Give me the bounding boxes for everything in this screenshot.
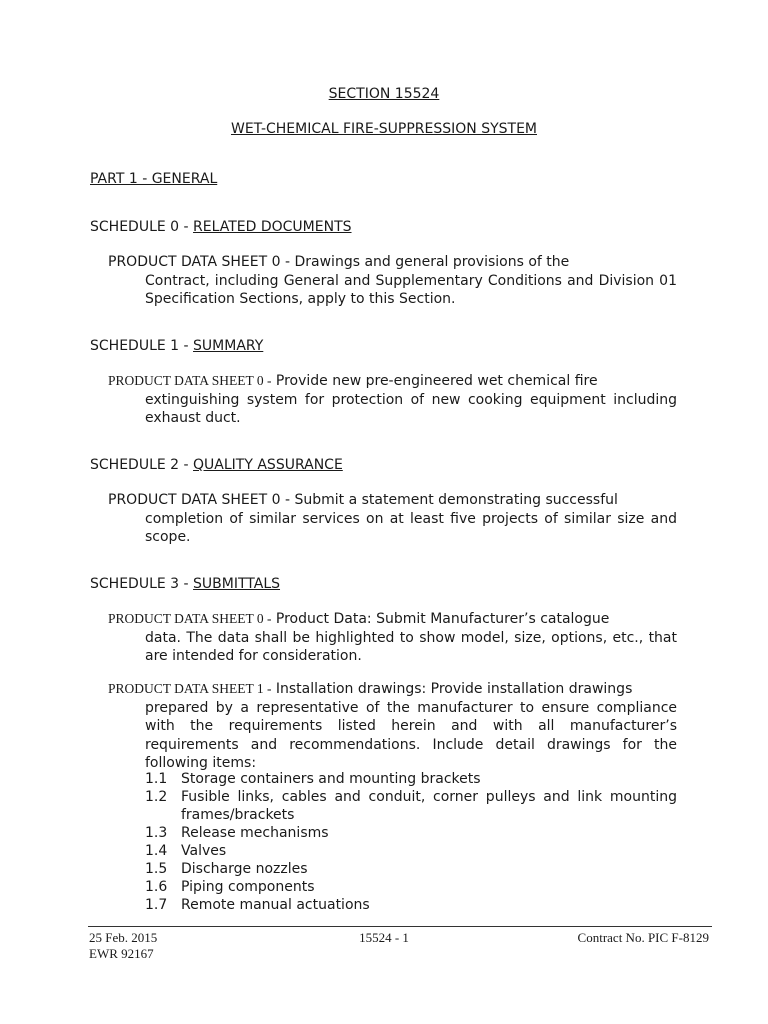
list-item: 1.7 Remote manual actuations: [145, 897, 370, 913]
footer-date: 25 Feb. 2015: [89, 930, 158, 945]
system-title: WET-CHEMICAL FIRE-SUPPRESSION SYSTEM: [230, 121, 537, 137]
paragraph: [108, 372, 677, 428]
paragraph-text: prepared by a representative of the manufacturer to ensure compliance with the requirements listed herein and with all manufacturer’s requirements and recommendations. Include detail drawings for the following items:: [145, 699, 677, 771]
paragraph-label: PRODUCT DATA SHEET 0 -: [108, 254, 291, 270]
paragraph-text: completion of similar services on at least five projects of similar size and scope.: [145, 510, 677, 545]
paragraph-text: Installation drawings: Provide installation drawings: [275, 681, 633, 697]
paragraph-label: PRODUCT DATA SHEET 1 -: [108, 681, 272, 696]
footer-rule: [88, 926, 712, 927]
schedule-heading: SCHEDULE 0 - RELATED DOCUMENTS: [90, 219, 352, 235]
paragraph: [108, 491, 677, 547]
list-item: 1.4 Valves: [145, 843, 227, 859]
footer-page-number: 15524 - 1: [359, 930, 409, 945]
paragraph: [108, 680, 677, 773]
list-item: 1.6 Piping components: [145, 879, 315, 895]
paragraph-text: Product Data: Submit Manufacturer’s catalogue: [275, 611, 610, 627]
list-item: 1.1 Storage containers and mounting brackets: [145, 771, 481, 787]
paragraph: [108, 610, 677, 666]
paragraph-text: Contract, including General and Supplementary Conditions and Division 01 Specification Sections, apply to this Section.: [145, 272, 677, 307]
paragraph-text: Submit a statement demonstrating successful: [294, 492, 618, 508]
paragraph-label: PRODUCT DATA SHEET 0 -: [108, 373, 272, 388]
schedule-heading: SCHEDULE 3 - SUBMITTALS: [90, 576, 281, 592]
paragraph-text: data. The data shall be highlighted to show model, size, options, etc., that are intended for consideration.: [145, 629, 677, 664]
footer-contract: Contract No. PIC F-8129: [577, 930, 709, 945]
paragraph-text: extinguishing system for protection of new cooking equipment including exhaust duct.: [145, 391, 677, 426]
schedule-heading: SCHEDULE 1 - SUMMARY: [90, 338, 264, 354]
section-title: SECTION 15524: [328, 86, 440, 102]
list-item: 1.3 Release mechanisms: [145, 825, 329, 841]
part-heading: PART 1 - GENERAL: [90, 171, 218, 187]
paragraph-label: PRODUCT DATA SHEET 0 -: [108, 611, 272, 626]
schedule-heading: SCHEDULE 2 - QUALITY ASSURANCE: [90, 457, 343, 473]
item-list: [145, 770, 677, 914]
paragraph-text: Drawings and general provisions of the: [294, 254, 570, 270]
footer-ewr: EWR 92167: [89, 946, 154, 961]
list-item: 1.2 Fusible links, cables and conduit, corner pulleys and link mounting frames/brackets: [145, 789, 677, 823]
list-item: 1.5 Discharge nozzles: [145, 861, 308, 877]
paragraph-label: PRODUCT DATA SHEET 0 -: [108, 492, 291, 508]
paragraph-text: Provide new pre-engineered wet chemical fire: [275, 373, 598, 389]
paragraph: [108, 253, 677, 309]
